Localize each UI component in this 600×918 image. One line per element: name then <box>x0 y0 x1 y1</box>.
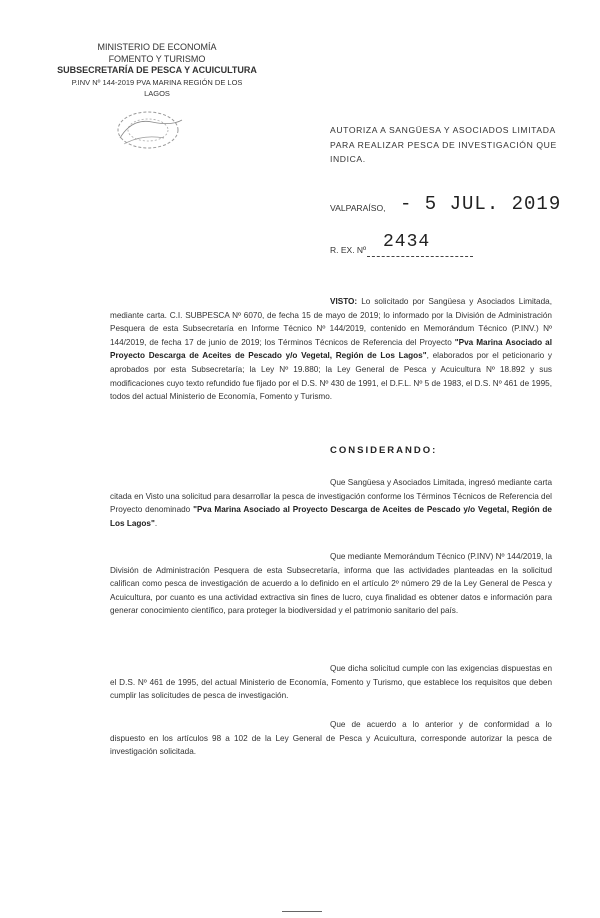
file-reference-2: LAGOS <box>144 89 170 98</box>
letterhead <box>52 42 262 100</box>
c1-text-1: Que Sangüesa y Asociados Limitada, ingresó mediante carta citada en Visto una solicitud para desarrollar la pesca de investigación conforme los Términos Técnicos de Referencia del Proyecto denominado <box>110 478 552 515</box>
resolution-number: 2434 <box>383 232 431 252</box>
considerando-1 <box>110 476 552 530</box>
place-label: VALPARAÍSO, <box>330 203 386 213</box>
considerando-heading: CONSIDERANDO: <box>330 445 438 456</box>
c1-text-2: . <box>154 518 158 528</box>
visto-heading: VISTO: <box>330 297 358 306</box>
footer-rule <box>282 911 322 912</box>
considerando-4: Que de acuerdo a lo anterior y de conformidad a lo dispuesto en los artículos 98 a 102 de la Ley General de Pesca y Acuicultura, corresponde autorizar la pesca de investigación solicitada. <box>110 720 552 757</box>
c1-project-name: "Pva Marina Asociado al Proyecto Descarga de Aceites de Pescado y/o Vegetal, Región de Los Lagos" <box>110 505 552 528</box>
official-stamp <box>112 108 190 152</box>
subsecretaria-name: SUBSECRETARÍA DE PESCA Y ACUICULTURA <box>57 65 257 75</box>
visto-text-2: , elaborados por el peticionario y aprobados por esta Subsecretaría; la Ley Nº 19.880; la Ley General de Pesca y Acuicultura Nº 18.892 y sus modificaciones cuyo texto refundido fue fijado por el D.S. Nº 430 de 1991, el D.F.L. Nº 5 de 1983, el D.S. Nº 461 de 1995, todos del actual Ministerio de Economía, Fomento y Turismo. <box>110 351 552 402</box>
visto-project-name: "Pva Marina Asociado al Proyecto Descarga de Aceites de Pescado y/o Vegetal, Región de Los Lagos" <box>110 337 553 361</box>
ministry-name: MINISTERIO DE ECONOMÍA <box>97 42 217 52</box>
ministry-name-2: FOMENTO Y TURISMO <box>108 53 206 64</box>
visto-text-1: Lo solicitado por Sangüesa y Asociados Limitada, mediante carta. C.I. SUBPESCA Nº 6070, de fecha 15 de mayo de 2019; lo informado por la División de Administración Pesquera de esta Subsecretaría en Informe Técnico Nº 144/2019, contenido en Memorándum Técnico (P.INV.) Nº 144/2019, de fecha 17 de junio de 2019; los Términos Técnicos de Referencia del Proyecto <box>110 297 552 347</box>
resolution-subject: AUTORIZA A SANGÜESA Y ASOCIADOS LIMITADA PARA REALIZAR PESCA DE INVESTIGACIÓN QUE INDICA. <box>330 125 557 164</box>
considerando-3: Que dicha solicitud cumple con las exigencias dispuestas en el D.S. Nº 461 de 1995, del actual Ministerio de Economía, Fomento y Turismo, que establece los requisitos que deben cumplir las solicitudes de pesca de investigación. <box>110 664 552 701</box>
resolution-number-label: R. EX. Nº <box>330 245 367 255</box>
file-reference: P.INV Nº 144-2019 PVA MARINA REGIÓN DE LOS <box>71 77 243 87</box>
visto-paragraph <box>110 295 552 404</box>
considerando-2: Que mediante Memorándum Técnico (P.INV) Nº 144/2019, la División de Administración Pesquera de esta Subsecretaría, informa que las actividades planteadas en la solicitud califican como pesca de investigación de acuerdo a lo definido en el artículo 2º número 29 de la Ley General de Pesca y Acuicultura, por cuanto es una actividad extractiva sin fines de lucro, cuya finalidad es obtener datos e información para generar conocimiento científico, para proteger la biodiversidad y el patrimonio sanitario del país. <box>110 552 552 616</box>
resolution-number-line <box>367 256 473 257</box>
resolution-date: - 5 JUL. 2019 <box>400 193 562 215</box>
